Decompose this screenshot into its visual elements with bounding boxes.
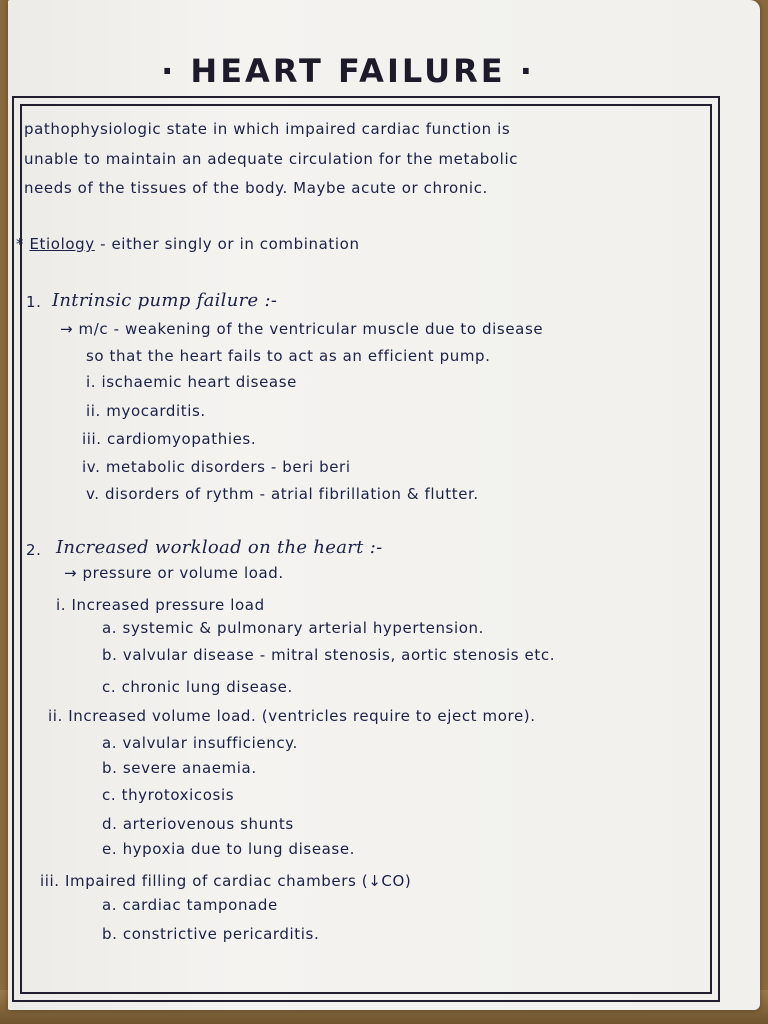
filling-heading: iii. Impaired filling of cardiac chambers (↓CO) (40, 872, 412, 890)
etiology-heading-line (16, 235, 360, 253)
list-item: a. systemic & pulmonary arterial hypertension. (102, 619, 484, 637)
section2-number: 2. (26, 541, 42, 559)
definition-line: needs of the tissues of the body. Maybe acute or chronic. (24, 179, 488, 197)
volume-load-heading: ii. Increased volume load. (ventricles require to eject more). (48, 707, 536, 725)
etiology-heading: Etiology (29, 235, 95, 253)
list-item: e. hypoxia due to lung disease. (102, 840, 356, 858)
list-item: iii. cardiomyopathies. (82, 430, 257, 448)
definition-line: unable to maintain an adequate circulation for the metabolic (24, 150, 519, 168)
list-item: a. valvular insufficiency. (102, 734, 298, 752)
pressure-load-heading: i. Increased pressure load (56, 596, 265, 614)
list-item: c. chronic lung disease. (102, 678, 293, 696)
list-item: b. severe anaemia. (102, 759, 257, 777)
section1-number: 1. (26, 293, 42, 311)
section1-cause-line: → m/c - weakening of the ventricular muscle due to disease (60, 320, 544, 338)
page-title: · HEART FAILURE · (161, 52, 535, 90)
list-item: ii. myocarditis. (86, 402, 206, 420)
section2-heading: Increased workload on the heart :- (56, 537, 383, 558)
definition-line: pathophysiologic state in which impaired cardiac function is (24, 120, 511, 138)
list-item: b. constrictive pericarditis. (102, 925, 320, 943)
notebook-page (8, 0, 760, 1010)
etiology-note: - either singly or in combination (94, 235, 360, 253)
list-item: a. cardiac tamponade (102, 896, 278, 914)
list-item: i. ischaemic heart disease (86, 373, 297, 391)
list-item: c. thyrotoxicosis (102, 786, 235, 804)
list-item: v. disorders of rythm - atrial fibrillation & flutter. (86, 485, 479, 503)
list-item: d. arteriovenous shunts (102, 815, 294, 833)
section1-cause-line: so that the heart fails to act as an efficient pump. (86, 347, 491, 365)
list-item: b. valvular disease - mitral stenosis, aortic stenosis etc. (102, 646, 556, 664)
section2-intro: → pressure or volume load. (64, 564, 284, 582)
section1-heading: Intrinsic pump failure :- (52, 290, 278, 311)
list-item: iv. metabolic disorders - beri beri (82, 458, 351, 476)
star-bullet-icon: * (16, 235, 25, 253)
